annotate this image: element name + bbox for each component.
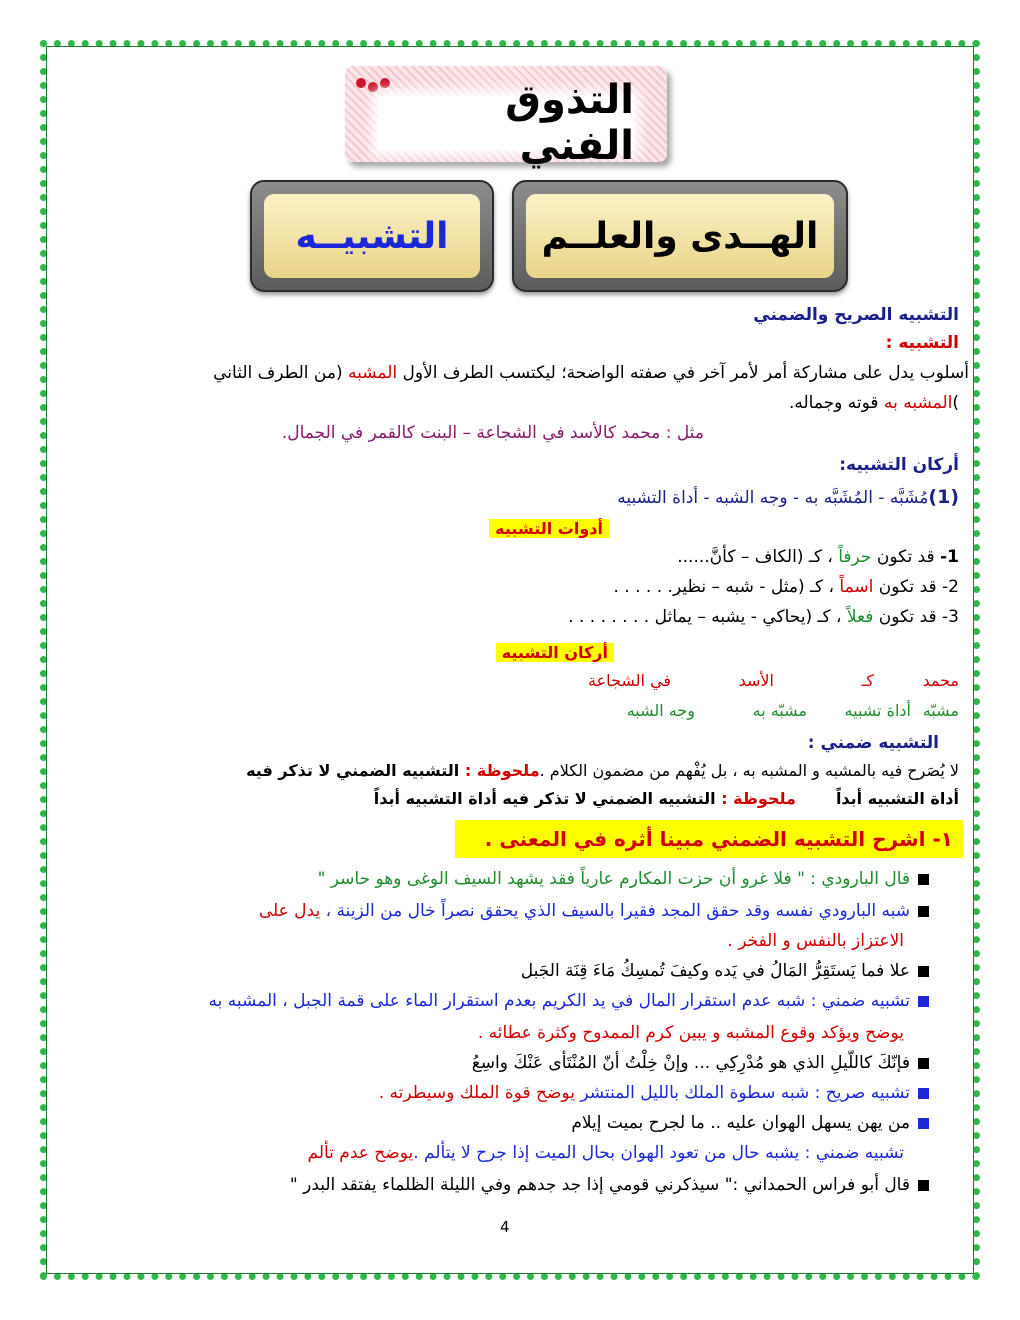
exercise-banner: ١- اشرح التشبيه الضمني مبينا أثره في المعنى . [455, 820, 963, 858]
definition-label: التشبيه : [885, 333, 959, 353]
bullet-square-icon [918, 966, 929, 977]
implicit-note: أداة التشبيه أبداًملحوظة : التشبيه الضمني لا تذكر فيه أداة التشبيه أبداً [373, 789, 959, 808]
bullet-square-icon [918, 906, 929, 917]
tools-item-2: 2- قد تكون اسماً ، كـ (مثل - شبه – نظير. . . . . . [613, 577, 959, 597]
bullet-square-icon [918, 874, 929, 885]
list-item-continuation: يوضح ويؤكد وقوع المشبه و يبين كرم الممدوح وكثرة عطائه . [477, 1023, 904, 1043]
tools-item-1: 1- قد تكون حرفاً ، كـ (الكاف – كأنَّ...... [677, 547, 959, 567]
list-item: علا فما يَستَقِرُّ المَالُ في يَده وكيفَ تُمسِكُ مَاءَ قِنَة الجَبل [521, 956, 929, 986]
list-item: فإنّكَ كاللّيلِ الذي هو مُدْرِكِي ... وإنْ خِلْتُ أنّ المُنْتَأى عَنْكَ واسِعُ [472, 1048, 929, 1078]
example-word-3: الأسد [738, 671, 774, 690]
example-label-4: وجه الشبه [626, 701, 695, 720]
cherry-icon [368, 82, 378, 92]
tools-item-3: 3- قد تكون فعلاً ، كـ (يحاكي - يشبه – يماثل . . . . . . . . [568, 607, 959, 627]
bullet-square-icon [918, 1180, 929, 1191]
example-label-3: مشبّه به [752, 701, 807, 720]
example-word-1: محمد [922, 671, 959, 690]
list-item-continuation: تشبيه ضمني : يشبه حال من تعود الهوان بحال الميت إذا جرح لا يتألم .يوضح عدم تألم [307, 1143, 904, 1163]
example-label-2: أداة تشبيه [844, 701, 911, 720]
page-title: التذوق الفني [378, 96, 634, 150]
example-word-4: في الشجاعة [588, 671, 671, 690]
page-number: 4 [500, 1218, 510, 1236]
implicit-heading: التشبيه ضمني : [807, 733, 939, 753]
implicit-definition: لا يُصَرح فيه بالمشبه و المشبه به ، بل يُفْهم من مضمون الكلام .ملحوظة : التشبيه الضمني لا تذكر فيه [246, 761, 959, 780]
pillars-heading: أركان التشبيه: [839, 455, 959, 475]
list-item: شبه البارودي نفسه وقد حقق المجد فقيرا بالسيف الذي يحقق نصراً خال من الزينة ، يدل على [259, 896, 929, 926]
list-item: من يهن يسهل الهوان عليه .. ما لجرح بميت إيلام [571, 1108, 929, 1138]
example-line: مثل : محمد كالأسد في الشجاعة – البنت كالقمر في الجمال. [281, 423, 704, 443]
list-item-continuation: الاعتزاز بالنفس و الفخر . [727, 931, 904, 951]
bullet-square-icon [918, 1118, 929, 1129]
lesson-button-tashbeeh-label: التشبيــه [264, 194, 480, 278]
section-heading: التشبيه الصريح والضمني [753, 305, 959, 325]
list-item: قال البارودي : " فلا غرو أن حزت المكارم عارياً فقد يشهد السيف الوغى وهو حاسر " [318, 864, 929, 894]
pillars-list: (1)مُشَبَّه - المُشَبَّه به - وجه الشبه - أداة التشبيه [617, 486, 959, 508]
cherry-icon [356, 78, 366, 88]
lesson-button-huda [512, 180, 848, 292]
example-label-1: مشبّه [922, 701, 959, 720]
pillars2-heading: أركان التشبيه [496, 638, 614, 668]
lesson-button-tashbeeh [250, 180, 494, 292]
tools-heading: أدوات التشبيه [489, 514, 609, 544]
bullet-square-icon [918, 996, 929, 1007]
definition-line-2: )المشبه به قوته وجماله. [788, 393, 959, 413]
bullet-square-icon [918, 1088, 929, 1099]
list-item: تشبيه ضمني : شبه عدم استقرار المال في يد الكريم بعدم استقرار الماء على قمة الجبل ، المشبه به [208, 986, 929, 1016]
list-item: تشبيه صريح : شبه سطوة الملك بالليل المنتشر يوضح قوة الملك وسيطرته . [379, 1078, 929, 1108]
bullet-square-icon [918, 1058, 929, 1069]
list-item: قال أبو فراس الحمداني :" سيذكرني قومي إذا جد جدهم وفي الليلة الظلماء يفتقد البدر " [290, 1170, 929, 1200]
definition-line-1: أسلوب يدل على مشاركة أمر لأمر آخر في صفته الواضحة؛ ليكتسب الطرف الأول المشبه (من الطرف الثاني [213, 363, 969, 383]
lesson-button-huda-label: الهــدى والعلــم [526, 194, 834, 278]
example-word-2: كـ [861, 671, 874, 690]
